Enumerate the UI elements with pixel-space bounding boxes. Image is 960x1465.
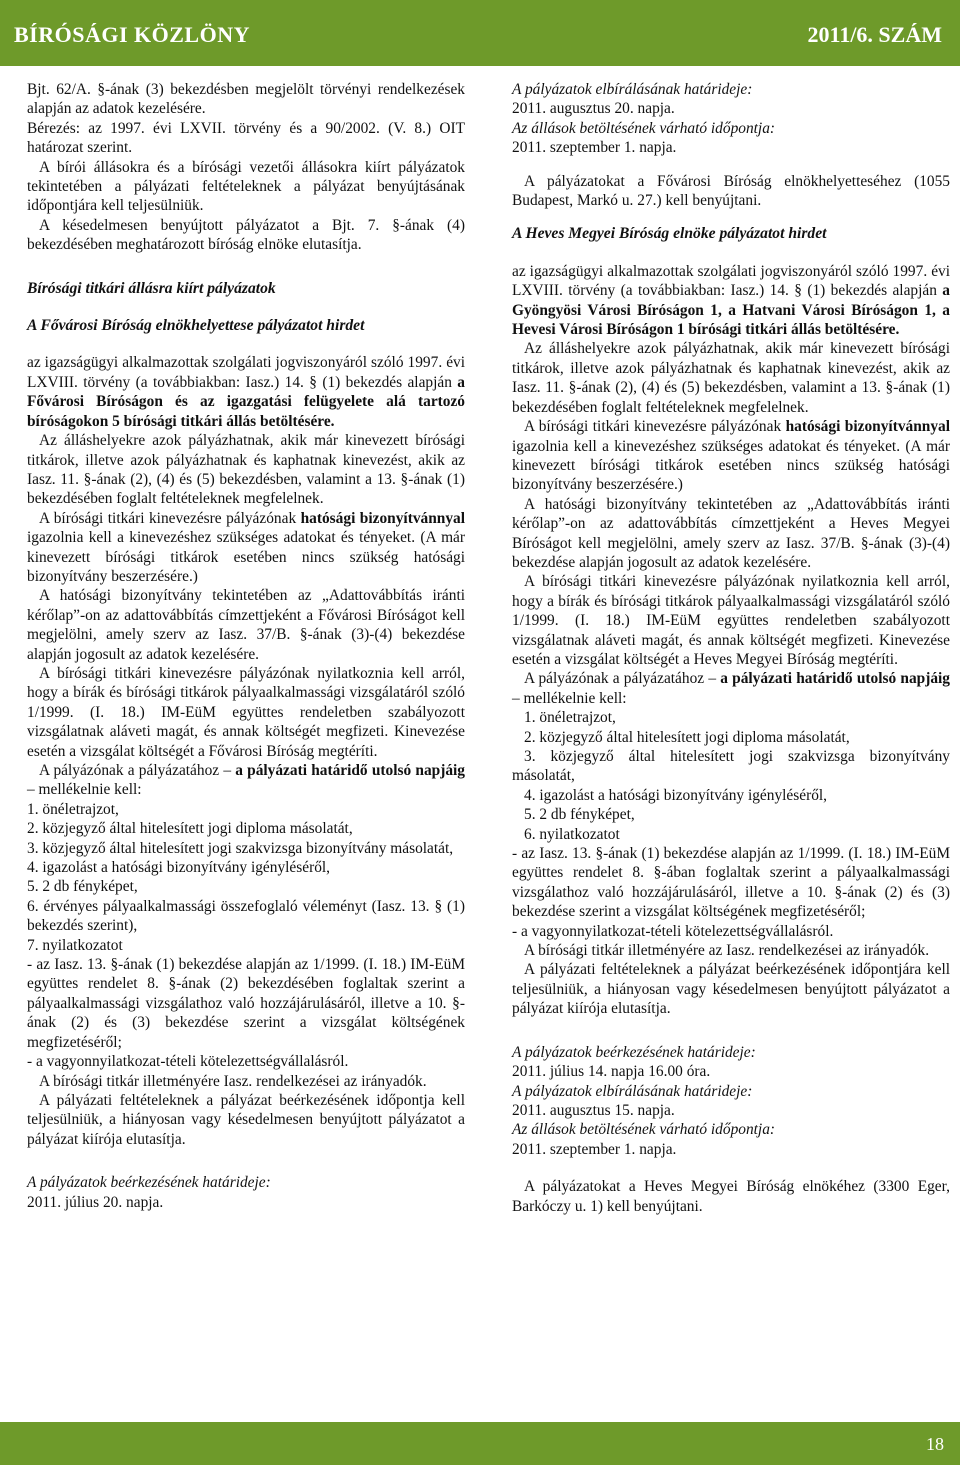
text-run: – mellékelnie kell: xyxy=(512,689,627,707)
bold-run: a Fővárosi Bíróságon és az igazgatási felügyelete alá tartozó bíróságokon 5 bírósági titkári állás betöltésére. xyxy=(27,373,465,430)
bold-run: a Gyöngyösi Városi Bíróságon 1, a Hatvani Városi Bíróságon 1, a Hevesi Városi Bíróságon 1 bírósági titkári állás betöltésére. xyxy=(512,282,950,339)
list-item: - az Iasz. 13. §-ának (1) bekezdése alapján az 1/1999. (I. 18.) IM-EüM együttes rendelet 8. §-ának (2) bekezdésében foglaltak szerint a pályaalkalmassági vizsgálathoz való hozzájárulásáról, illetve a 10. §-ának (2) és (3) bekezdése szerint a vizsgálat költségének megfizetéséről; xyxy=(27,956,465,1051)
text-run: A pályázónak a pályázatához – xyxy=(39,762,236,779)
paragraph: A bírói állásokra és a bírósági vezetői állásokra kiírt pályázatok tekintetében a pályázati feltételeknek a pályázat benyújtásának időpontjára kell teljesülniük. xyxy=(27,158,465,215)
list-item: 1. önéletrajzot, xyxy=(524,709,616,727)
submission-info: A pályázatokat a Fővárosi Bíróság elnökhelyetteséhez (1055 Budapest, Markó u. 27.) kell benyújtani. xyxy=(512,172,950,210)
evaluation-deadline-value: 2011. augusztus 20. napja. xyxy=(512,100,675,118)
list-item: - az Iasz. 13. §-ának (1) bekezdése alapján az 1/1999. (I. 18.) IM-EüM együttes rendelet 8. §-ában foglaltak szerint a pályaalkalmassági vizsgálathoz való hozzájárulásáról, illetve a 10. §-ának (2) és (3) bekezdése szerint a vizsgálat költségének megfizetéséről; xyxy=(512,845,950,921)
text-run: – mellékelnie kell: xyxy=(27,781,142,799)
paragraph: A hatósági bizonyítvány tekintetében az „Adattovábbítás iránti kérőlap”-on az adattovábbítás címzettjeként a Heves Megyei Bíróságot kell megjelölni, amely szerv az Iasz. 37/B. §-ának (3)-(4) bekezdése alapján jogosult az adatok kezelésére. xyxy=(512,495,950,571)
filling-date-value: 2011. szeptember 1. napja. xyxy=(512,1140,677,1158)
evaluation-deadline-label: A pályázatok elbírálásának határideje: xyxy=(512,81,753,98)
list-item: - a vagyonnyilatkozat-tételi kötelezettségvállalásról. xyxy=(27,1053,349,1071)
paragraph: A hatósági bizonyítvány tekintetében az „Adattovábbítás iránti kérőlap”-on az adattovábbítás címzettjeként a Fővárosi Bíróságot kell megjelölni, amely szerv az Iasz. 37/B. §-ának (3)-(4) bekezdése alapján jogosult az adatok kezelésére. xyxy=(27,587,465,663)
footer-bar xyxy=(0,1422,960,1465)
paragraph xyxy=(512,417,950,495)
paragraph xyxy=(27,761,465,800)
deadline-value: 2011. július 20. napja. xyxy=(27,1193,164,1211)
paragraph: A késedelmesen benyújtott pályázatot a Bjt. 7. §-ának (4) bekezdésében meghatározott bíróság elnöke elutasítja. xyxy=(27,216,465,254)
page-number: 18 xyxy=(926,1434,944,1454)
section-title: Bírósági titkári állásra kiírt pályázatok xyxy=(27,279,276,297)
evaluation-deadline-label: A pályázatok elbírálásának határideje: xyxy=(512,1082,753,1100)
paragraph: A pályázati feltételeknek a pályázat beérkezésének időpontja kell teljesülniük, a hiányosan vagy késedelmesen benyújtott pályázatot a pályázat kiírója elutasítja. xyxy=(27,1091,465,1148)
text-run: A pályázónak a pályázatához – xyxy=(524,670,721,688)
bold-run: hatósági bizonyítvánnyal xyxy=(300,509,465,527)
paragraph: A bírósági titkár illetményére Iasz. rendelkezései az irányadók. xyxy=(39,1072,427,1090)
right-column xyxy=(512,80,950,1216)
bold-run: hatósági bizonyítvánnyal xyxy=(785,418,950,436)
list-item: 2. közjegyző által hitelesített jogi diploma másolatát, xyxy=(27,820,353,838)
list-item: 6. nyilatkozatot xyxy=(524,825,620,843)
evaluation-deadline-value: 2011. augusztus 15. napja. xyxy=(512,1101,675,1119)
paragraph: A bírósági titkár illetményére az Iasz. rendelkezései az irányadók. xyxy=(524,942,930,960)
paragraph: Az álláshelyekre azok pályázhatnak, akik már kinevezett bírósági titkárok, illetve azok pályázhatnak és kaphatnak kinevezést, akik az Iasz. 11. §-ának (2), (4) és (5) bekezdésben, valamint a 13. §-ának (1) bekezdésében foglalt feltételeknek megfelelnek. xyxy=(27,432,465,508)
text-run: A bírósági titkári kinevezésre pályázónak xyxy=(39,509,301,527)
receipt-deadline-label: A pályázatok beérkezésének határideje: xyxy=(512,1043,756,1061)
paragraph: A bírósági titkári kinevezésre pályázónak nyilatkoznia kell arról, hogy a bírák és bírósági titkárok pályaalkalmassági vizsgálatáról szóló 1/1999. (I. 18.) IM-EüM együttes rendeletben szabályozott vizsgálatnak aláveti magát, és annak költségét megfizeti. Kinevezése esetén a vizsgálat költségét a Fővárosi Bíróság megtéríti. xyxy=(27,664,465,760)
paragraph: A pályázati feltételeknek a pályázat beérkezésének időpontjára kell teljesülniük, a hiányosan vagy késedelmesen benyújtott pályázatot a pályázat kiírója elutasítja. xyxy=(512,961,950,1018)
receipt-deadline-value: 2011. július 14. napja 16.00 óra. xyxy=(512,1063,711,1081)
paragraph xyxy=(27,509,465,587)
paragraph xyxy=(512,262,950,340)
left-column xyxy=(27,80,465,1212)
journal-title: BÍRÓSÁGI KÖZLÖNY xyxy=(14,22,250,47)
submission-info: A pályázatokat a Heves Megyei Bíróság elnökéhez (3300 Eger, Barkóczy u. 1) kell benyújtani. xyxy=(512,1178,950,1215)
bold-run: a pályázati határidő utolsó napjáig xyxy=(720,670,950,688)
issue-number: 2011/6. SZÁM xyxy=(807,22,942,47)
announcement-heading: A Fővárosi Bíróság elnökhelyettese pályázatot hirdet xyxy=(27,317,365,335)
filling-date-label: Az állások betöltésének várható időpontja: xyxy=(512,1121,776,1139)
deadline-label: A pályázatok beérkezésének határideje: xyxy=(27,1174,271,1192)
text-run: az igazságügyi alkalmazottak szolgálati jogviszonyáról szóló 1997. évi LXVIII. törvény (a továbbiakban: Iasz.) 14. § (1) bekezdés alapján xyxy=(512,262,950,300)
paragraph: Bjt. 62/A. §-ának (3) bekezdésben megjelölt törvényi rendelkezések alapján az adatok kezelésére. xyxy=(27,81,465,118)
list-item: 7. nyilatkozatot xyxy=(27,936,123,954)
text-run: A bírósági titkári kinevezésre pályázónak xyxy=(524,418,786,436)
paragraph: Bérezés: az 1997. évi LXVII. törvény és a 90/2002. (V. 8.) OIT határozat szerint. xyxy=(27,119,465,157)
list-item: 4. igazolást a hatósági bizonyítvány igényléséről, xyxy=(27,859,331,877)
paragraph xyxy=(27,353,465,431)
list-item: 5. 2 db fényképet, xyxy=(524,806,635,824)
list-item: 5. 2 db fényképet, xyxy=(27,878,138,896)
list-item: 4. igazolást a hatósági bizonyítvány igényléséről, xyxy=(524,786,828,804)
filling-date-label: Az állások betöltésének várható időpontja: xyxy=(512,119,776,137)
list-item: 1. önéletrajzot, xyxy=(27,800,119,818)
bold-run: a pályázati határidő utolsó napjáig xyxy=(235,762,465,779)
filling-date-value: 2011. szeptember 1. napja. xyxy=(512,139,677,157)
paragraph: A bírósági titkári kinevezésre pályázónak nyilatkoznia kell arról, hogy a bírák és bírósági titkárok pályaalkalmassági vizsgálatáról szóló 1/1999. (I. 18.) IM-EüM együttes rendeletben szabályozott vizsgálatnak aláveti magát, és annak költségét megfizeti. Kinevezése esetén a vizsgálat költségét a Heves Megyei Bíróság megtéríti. xyxy=(512,573,950,668)
paragraph: Az álláshelyekre azok pályázhatnak, akik már kinevezett bírósági titkárok, illetve azok pályázhatnak és kaphatnak kinevezést, akik az Iasz. 11. §-ának (2), (4) és (5) bekezdésben, valamint a 13. §-ának (1) bekezdésében foglalt feltételeknek megfelelnek. xyxy=(512,340,950,416)
list-item: 2. közjegyző által hitelesített jogi diploma másolatát, xyxy=(524,728,850,746)
list-item: 3. közjegyző által hitelesített jogi szakvizsga bizonyítvány másolatát, xyxy=(512,748,950,785)
list-item: - a vagyonnyilatkozat-tételi kötelezettségvállalásról. xyxy=(512,922,834,940)
announcement-heading: A Heves Megyei Bíróság elnöke pályázatot hirdet xyxy=(512,225,827,243)
list-item: 6. érvényes pályaalkalmassági összefoglaló véleményt (Iasz. 13. § (1) bekezdés szerint), xyxy=(27,897,465,935)
paragraph xyxy=(512,669,950,708)
text-run: az igazságügyi alkalmazottak szolgálati jogviszonyáról szóló 1997. évi LXVIII. törvény (a továbbiakban: Iasz.) 14. § (1) bekezdés alapján xyxy=(27,354,465,391)
text-run: igazolnia kell a kinevezéshez szükséges adatokat és tényeket. (A már kinevezett bírósági titkárok esetében nincs szükség hatósági bizonyítvány beszerzésére.) xyxy=(512,437,950,494)
header-bar xyxy=(0,0,960,66)
list-item: 3. közjegyző által hitelesített jogi szakvizsga bizonyítvány másolatát, xyxy=(27,839,454,857)
text-run: igazolnia kell a kinevezéshez szükséges adatokat és tényeket. (A már kinevezett bírósági titkárok esetében nincs szükség hatósági bizonyítvány beszerzésére.) xyxy=(27,529,465,585)
